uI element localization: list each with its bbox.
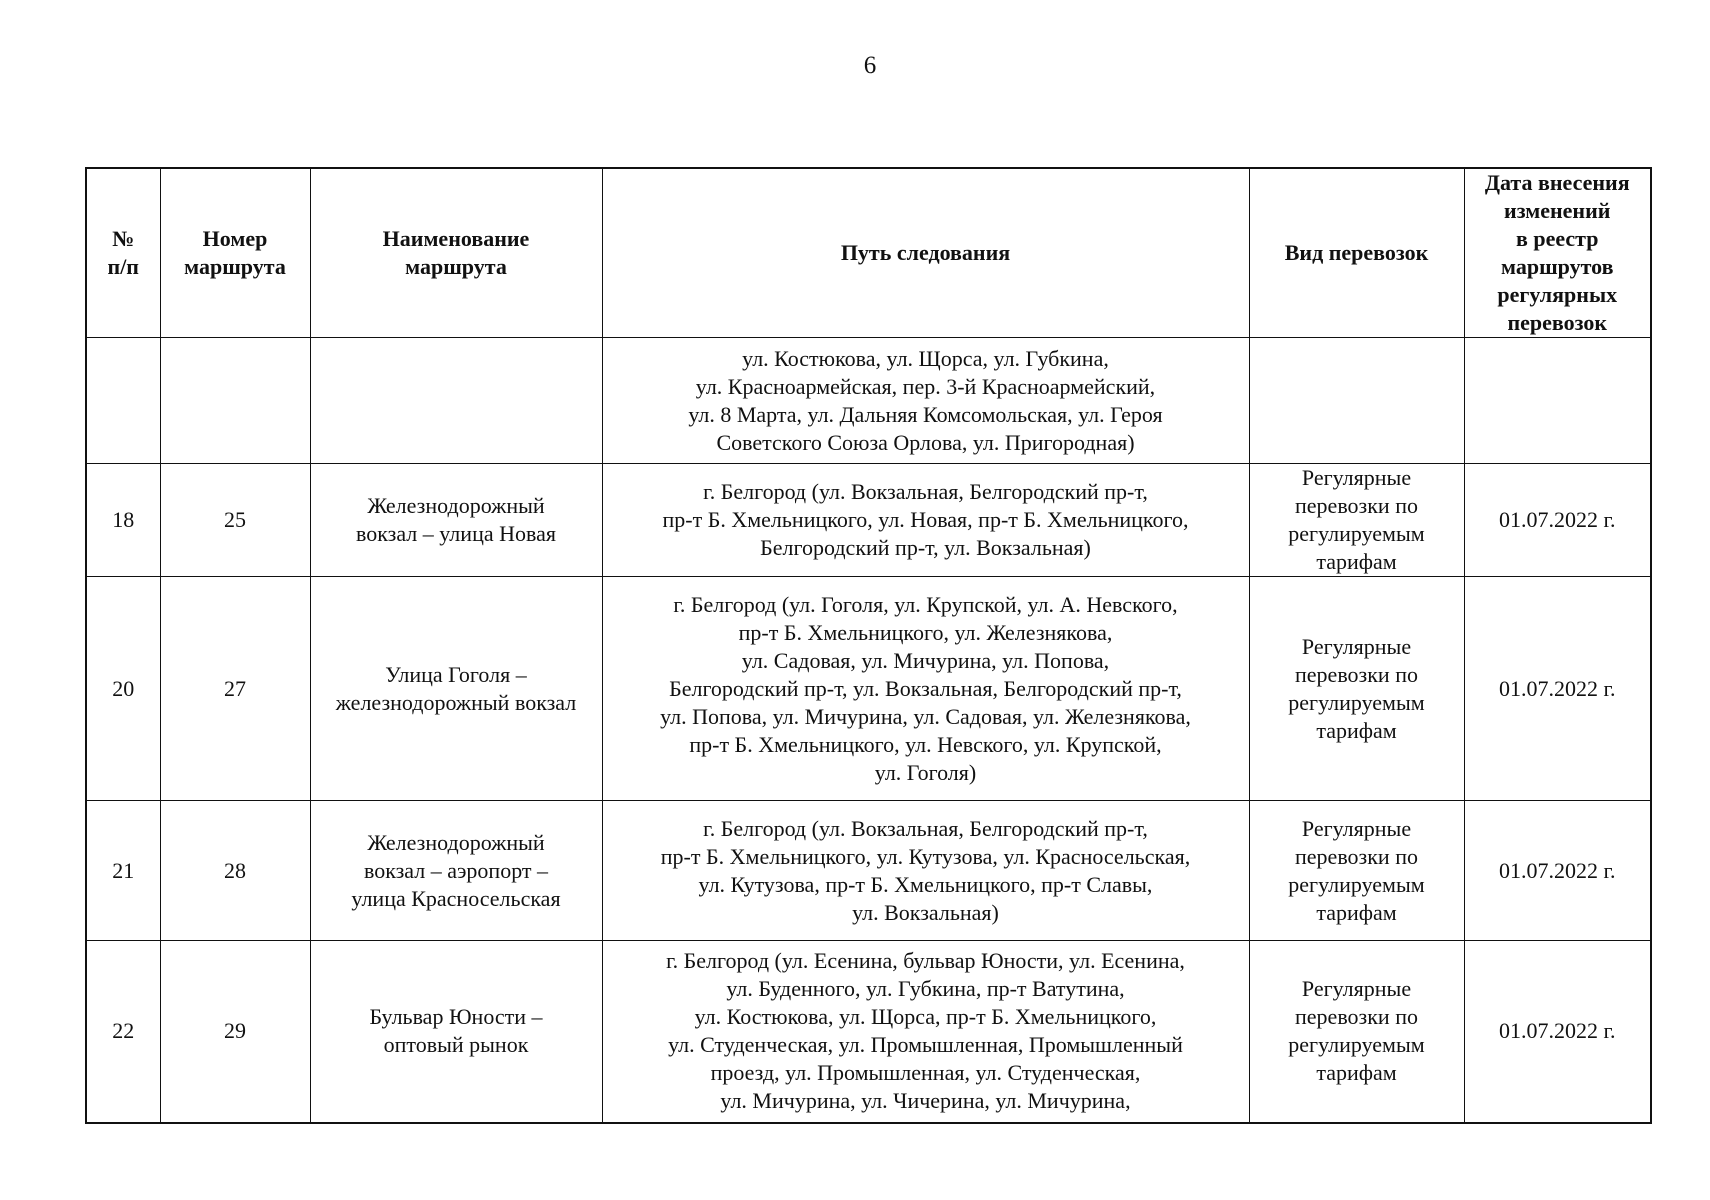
cell-route-number: [160, 338, 310, 464]
cell-transport-type: Регулярные перевозки по регулируемым тарифам: [1249, 577, 1464, 801]
cell-route-name: Улица Гоголя – железнодорожный вокзал: [310, 577, 602, 801]
table-row: [86, 338, 1651, 464]
cell-num: 21: [86, 801, 160, 941]
header-change-date: Дата внесения изменений в реестр маршрутов регулярных перевозок: [1464, 168, 1651, 338]
header-route-name: Наименование маршрута: [310, 168, 602, 338]
cell-route-number: 28: [160, 801, 310, 941]
cell-route-name: Железнодорожный вокзал – улица Новая: [310, 464, 602, 577]
cell-route-path: г. Белгород (ул. Вокзальная, Белгородский пр-т, пр-т Б. Хмельницкого, ул. Кутузова, ул. Красносельская, ул. Кутузова, пр-т Б. Хмельницкого, пр-т Славы, ул. Вокзальная): [602, 801, 1249, 941]
cell-transport-type: Регулярные перевозки по регулируемым тарифам: [1249, 801, 1464, 941]
table-row: [86, 941, 1651, 1123]
cell-route-name: Бульвар Юности – оптовый рынок: [310, 941, 602, 1123]
cell-transport-type: [1249, 338, 1464, 464]
header-transport-type: Вид перевозок: [1249, 168, 1464, 338]
cell-route-path: ул. Костюкова, ул. Щорса, ул. Губкина, ул. Красноармейская, пер. 3-й Красноармейский, ул. 8 Марта, ул. Дальняя Комсомольская, ул. Героя Советского Союза Орлова, ул. Пригородная): [602, 338, 1249, 464]
cell-change-date: [1464, 338, 1651, 464]
cell-route-name: [310, 338, 602, 464]
table-row: [86, 464, 1651, 577]
cell-change-date: 01.07.2022 г.: [1464, 941, 1651, 1123]
cell-transport-type: Регулярные перевозки по регулируемым тарифам: [1249, 464, 1464, 577]
cell-route-number: 27: [160, 577, 310, 801]
cell-num: 18: [86, 464, 160, 577]
cell-num: 22: [86, 941, 160, 1123]
header-route-path: Путь следования: [602, 168, 1249, 338]
cell-transport-type: Регулярные перевозки по регулируемым тарифам: [1249, 941, 1464, 1123]
cell-change-date: 01.07.2022 г.: [1464, 801, 1651, 941]
cell-route-number: 29: [160, 941, 310, 1123]
cell-route-path: г. Белгород (ул. Гоголя, ул. Крупской, ул. А. Невского, пр-т Б. Хмельницкого, ул. Железнякова, ул. Садовая, ул. Мичурина, ул. Попова, Белгородский пр-т, ул. Вокзальная, Белгородский пр-т, ул. Попова, ул. Мичурина, ул. Садовая, ул. Железнякова, пр-т Б. Хмельницкого, ул. Невского, ул. Крупской, ул. Гоголя): [602, 577, 1249, 801]
cell-num: 20: [86, 577, 160, 801]
cell-change-date: 01.07.2022 г.: [1464, 464, 1651, 577]
cell-num: [86, 338, 160, 464]
cell-route-name: Железнодорожный вокзал – аэропорт – улица Красносельская: [310, 801, 602, 941]
routes-table: [85, 167, 1652, 1124]
header-route-number: Номер маршрута: [160, 168, 310, 338]
cell-change-date: 01.07.2022 г.: [1464, 577, 1651, 801]
cell-route-path: г. Белгород (ул. Есенина, бульвар Юности, ул. Есенина, ул. Буденного, ул. Губкина, пр-т Ватутина, ул. Костюкова, ул. Щорса, пр-т Б. Хмельницкого, ул. Студенческая, ул. Промышленная, Промышленный проезд, ул. Промышленная, ул. Студенческая, ул. Мичурина, ул. Чичерина, ул. Мичурина,: [602, 941, 1249, 1123]
table-row: [86, 801, 1651, 941]
cell-route-number: 25: [160, 464, 310, 577]
table-row: [86, 577, 1651, 801]
page-number: 6: [863, 52, 877, 79]
table-header-row: [86, 168, 1651, 338]
cell-route-path: г. Белгород (ул. Вокзальная, Белгородский пр-т, пр-т Б. Хмельницкого, ул. Новая, пр-т Б. Хмельницкого, Белгородский пр-т, ул. Вокзальная): [602, 464, 1249, 577]
header-number: № п/п: [86, 168, 160, 338]
